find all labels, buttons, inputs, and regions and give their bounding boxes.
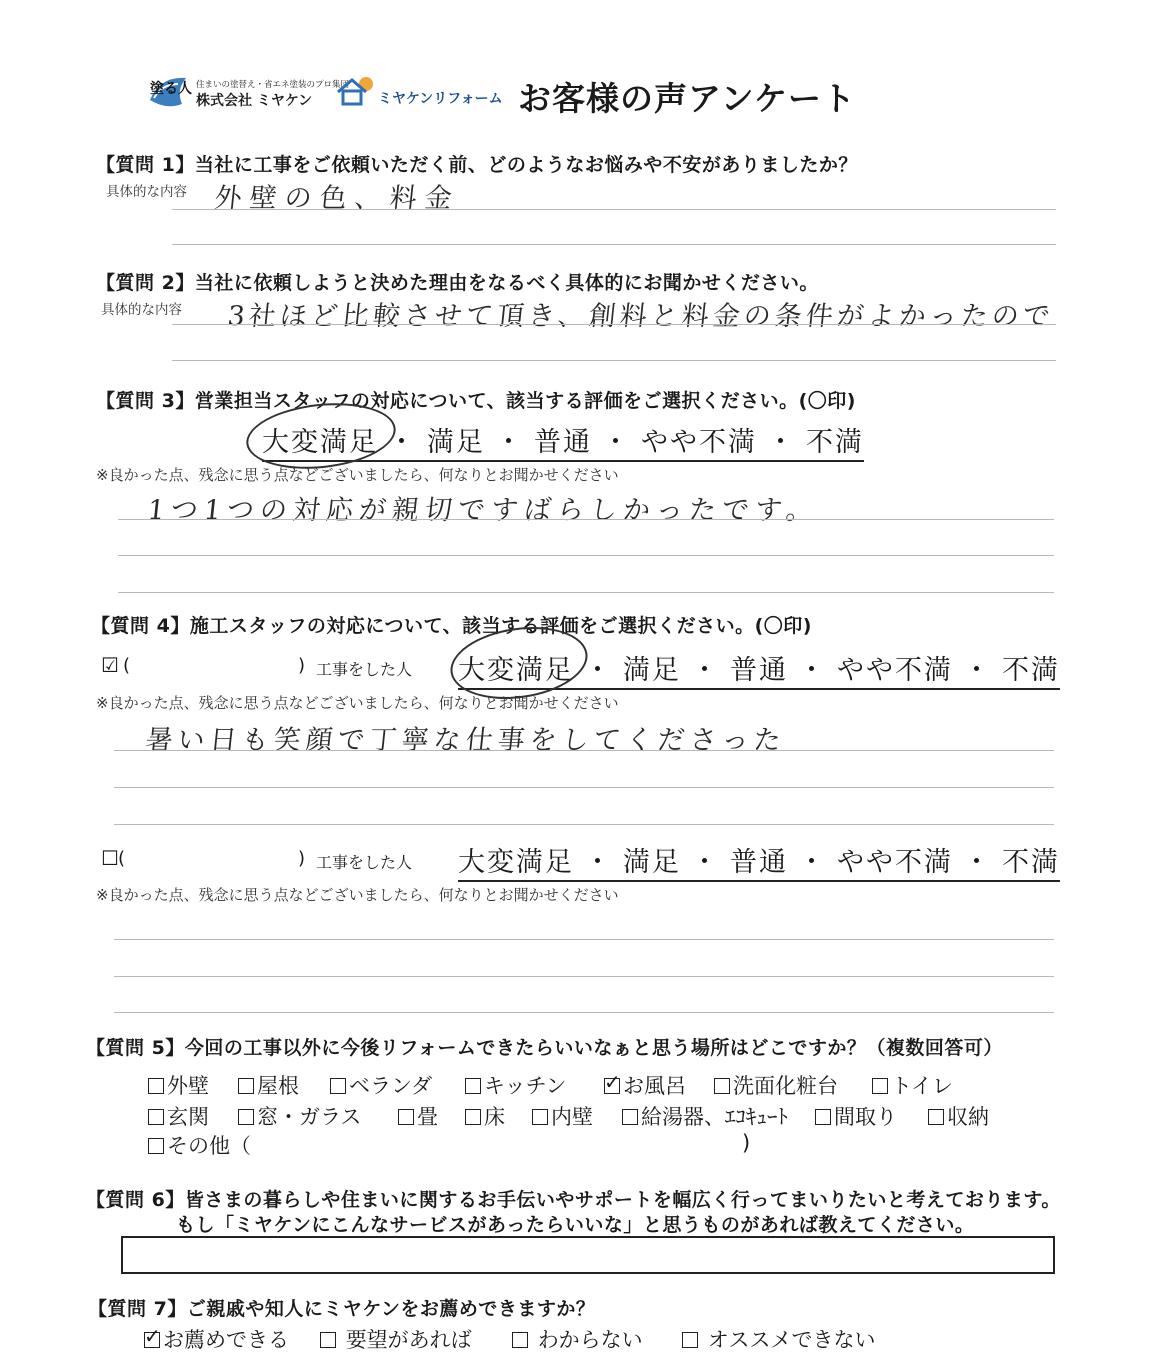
q4-worker1-note: ※良かった点、残念に思う点などございましたら、何なりとお聞かせください <box>96 694 619 712</box>
q1-line-1 <box>172 209 1056 210</box>
q5-option-veranda[interactable]: ベランダ <box>330 1070 432 1100</box>
q2-answer: 3社ほど比較させて頂き、創料と料金の条件がよかったので <box>226 301 1056 332</box>
q5-option-kitchen[interactable]: キッチン <box>465 1070 567 1100</box>
q4-worker1-paren-close: ) <box>298 655 306 676</box>
q2-label: 具体的な内容 <box>101 302 182 318</box>
q4-worker1-answer: 暑い日も笑顔で丁寧な仕事をしてくださった <box>144 725 788 756</box>
header-tagline: 住まいの塗替え・省エネ塗装のプロ集団 <box>196 80 350 90</box>
checkbox-icon <box>512 1332 528 1348</box>
company-name: 株式会社 ミヤケン <box>196 93 313 109</box>
q6-title: 【質問 6】皆さまの暮らしや住まいに関するお手伝いやサポートを幅広く行ってまいりたいと考えております。 <box>86 1189 1061 1211</box>
q4-title: 【質問 4】施工スタッフの対応について、該当する評価をご選択ください。(〇印) <box>91 615 812 637</box>
checkbox-icon <box>928 1109 944 1125</box>
checkbox-icon <box>148 1138 164 1154</box>
miyaken-logo <box>146 70 190 114</box>
q3-line-1 <box>118 519 1054 520</box>
q7-option-recommend[interactable]: ✓お薦めできる <box>144 1324 289 1354</box>
q3-answer: 1つ1つの対応が親切ですばらしかったです。 <box>146 495 821 526</box>
q4-worker2-rating-very-satisfied[interactable]: 大変満足 <box>458 847 574 878</box>
q5-other-close-paren: ) <box>742 1131 751 1155</box>
q4-worker1-checkbox[interactable]: ☑ <box>101 653 119 677</box>
q3-rating-scale[interactable]: 大変満足 ・ 満足 ・ 普通 ・ やや不満 ・ 不満 <box>262 420 864 462</box>
q4-worker2-line-1 <box>114 939 1054 940</box>
q5-option-tatami[interactable]: 畳 <box>398 1101 438 1131</box>
q5-option-toilet[interactable]: トイレ <box>872 1070 953 1100</box>
q3-line-2 <box>118 555 1054 556</box>
q7-title: 【質問 7】ご親戚や知人にミヤケンをお薦めできますか？ <box>88 1298 596 1320</box>
q3-note: ※良かった点、残念に思う点などございましたら、何なりとお聞かせください <box>96 466 619 484</box>
q4-worker1-label: 工事をした人 <box>316 660 413 679</box>
q4-worker2-paren-open: ( <box>118 848 126 869</box>
q3-rating-normal[interactable]: 普通 <box>534 427 592 458</box>
checkbox-checked-icon <box>144 1332 160 1348</box>
checkbox-icon <box>465 1109 481 1125</box>
q4-worker1-paren-open: ( <box>123 655 131 676</box>
checkbox-icon <box>148 1078 164 1094</box>
q4-worker1-name-field[interactable] <box>138 654 288 676</box>
q4-worker2-line-2 <box>114 976 1054 977</box>
q4-worker1-rating-scale[interactable]: 大変満足 ・ 満足 ・ 普通 ・ やや不満 ・ 不満 <box>458 648 1060 690</box>
q3-rating-slightly-dissatisfied[interactable]: やや不満 <box>641 427 757 458</box>
q7-option-if-requested[interactable]: 要望があれば <box>320 1324 472 1354</box>
q5-option-other[interactable]: その他（ <box>148 1130 251 1160</box>
q5-option-exterior-wall[interactable]: 外壁 <box>148 1070 209 1100</box>
q1-title: 【質問 1】当社に工事をご依頼いただく前、どのようなお悩みや不安がありましたか？ <box>96 154 858 176</box>
q4-worker1-line-1 <box>114 750 1054 751</box>
q4-worker1-rating-satisfied[interactable]: 満足 <box>623 655 681 686</box>
q1-line-2 <box>172 244 1056 245</box>
q4-worker2-line-3 <box>114 1012 1054 1013</box>
checkbox-icon <box>532 1109 548 1125</box>
page-title: お客様の声アンケート <box>518 79 857 118</box>
q5-title: 【質問 5】今回の工事以外に今後リフォームできたらいいなぁと思う場所はどこですか？（複数回答可） <box>86 1037 1003 1059</box>
q4-worker2-rating-dissatisfied[interactable]: 不満 <box>1002 847 1060 878</box>
q5-option-window-glass[interactable]: 窓・ガラス <box>238 1101 361 1131</box>
q2-line-2 <box>172 360 1056 361</box>
q5-option-entrance[interactable]: 玄関 <box>148 1101 209 1131</box>
q4-worker2-rating-satisfied[interactable]: 満足 <box>623 847 681 878</box>
q3-title: 【質問 3】営業担当スタッフの対応について、該当する評価をご選択ください。(〇印) <box>96 390 856 412</box>
checkbox-icon <box>465 1078 481 1094</box>
q2-title: 【質問 2】当社に依頼しようと決めた理由をなるべく具体的にお聞かせください。 <box>96 272 819 294</box>
house-logo-icon <box>336 76 376 110</box>
q5-option-vanity[interactable]: 洗面化粧台 <box>714 1070 838 1100</box>
q5-option-floor[interactable]: 床 <box>465 1101 505 1131</box>
q5-option-floor-plan[interactable]: 間取り <box>815 1101 897 1131</box>
q6-title-line2: もし「ミヤケンにこんなサービスがあったらいいな」と思うものがあれば教えてください。 <box>176 1214 975 1236</box>
q2-line-1 <box>172 324 1056 325</box>
q5-option-roof[interactable]: 屋根 <box>238 1070 299 1100</box>
checkbox-icon <box>148 1109 164 1125</box>
checkbox-icon <box>238 1078 254 1094</box>
q1-answer: 外壁の色、料金 <box>213 183 462 214</box>
q5-option-storage[interactable]: 収納 <box>928 1101 989 1131</box>
checkbox-icon <box>238 1109 254 1125</box>
q1-label: 具体的な内容 <box>106 184 187 200</box>
q4-worker1-line-2 <box>114 787 1054 788</box>
q4-worker2-paren-close: ) <box>298 848 306 869</box>
checkbox-icon <box>330 1078 346 1094</box>
brand-reform: ミヤケンリフォーム <box>378 91 503 107</box>
checkbox-icon <box>714 1078 730 1094</box>
q4-worker2-rating-slightly-dissatisfied[interactable]: やや不満 <box>837 847 953 878</box>
q3-rating-satisfied[interactable]: 満足 <box>427 427 485 458</box>
q3-line-3 <box>118 592 1054 593</box>
q4-worker2-label: 工事をした人 <box>316 853 413 872</box>
checkbox-checked-icon <box>604 1078 620 1094</box>
checkbox-icon <box>320 1332 336 1348</box>
q3-rating-dissatisfied[interactable]: 不満 <box>806 427 864 458</box>
q4-worker2-rating-scale[interactable]: 大変満足 ・ 満足 ・ 普通 ・ やや不満 ・ 不満 <box>458 840 1060 882</box>
q4-worker1-rating-dissatisfied[interactable]: 不満 <box>1002 655 1060 686</box>
q4-worker1-rating-normal[interactable]: 普通 <box>730 655 788 686</box>
q4-worker2-name-field[interactable] <box>138 847 288 869</box>
q4-worker1-rating-very-satisfied[interactable]: 大変満足 <box>458 655 574 686</box>
checkbox-icon <box>682 1332 698 1348</box>
q6-answer-box[interactable] <box>121 1236 1055 1274</box>
checkbox-icon <box>398 1109 414 1125</box>
logo-text: 塗る人 <box>150 81 192 97</box>
checkbox-icon <box>872 1078 888 1094</box>
q5-other-field[interactable] <box>270 1130 730 1156</box>
q4-worker2-note: ※良かった点、残念に思う点などございましたら、何なりとお聞かせください <box>96 886 619 904</box>
q5-option-bath[interactable]: ✓ お風呂 <box>604 1070 686 1100</box>
q4-worker2-rating-normal[interactable]: 普通 <box>730 847 788 878</box>
checkbox-icon <box>622 1109 638 1125</box>
checkbox-icon <box>815 1109 831 1125</box>
q7-option-dont-know[interactable]: わからない <box>512 1324 643 1354</box>
q5-option-water-heater[interactable]: 給湯器、ｴｺｷｭｰﾄ <box>622 1101 788 1131</box>
q7-option-cannot-recommend[interactable]: オススメできない <box>682 1324 875 1354</box>
q3-rating-very-satisfied[interactable]: 大変満足 <box>262 427 378 458</box>
q5-option-interior-wall[interactable]: 内壁 <box>532 1101 593 1131</box>
q4-worker1-rating-slightly-dissatisfied[interactable]: やや不満 <box>837 655 953 686</box>
q4-worker2-checkbox[interactable]: ☐ <box>101 846 119 870</box>
q4-worker1-line-3 <box>114 824 1054 825</box>
